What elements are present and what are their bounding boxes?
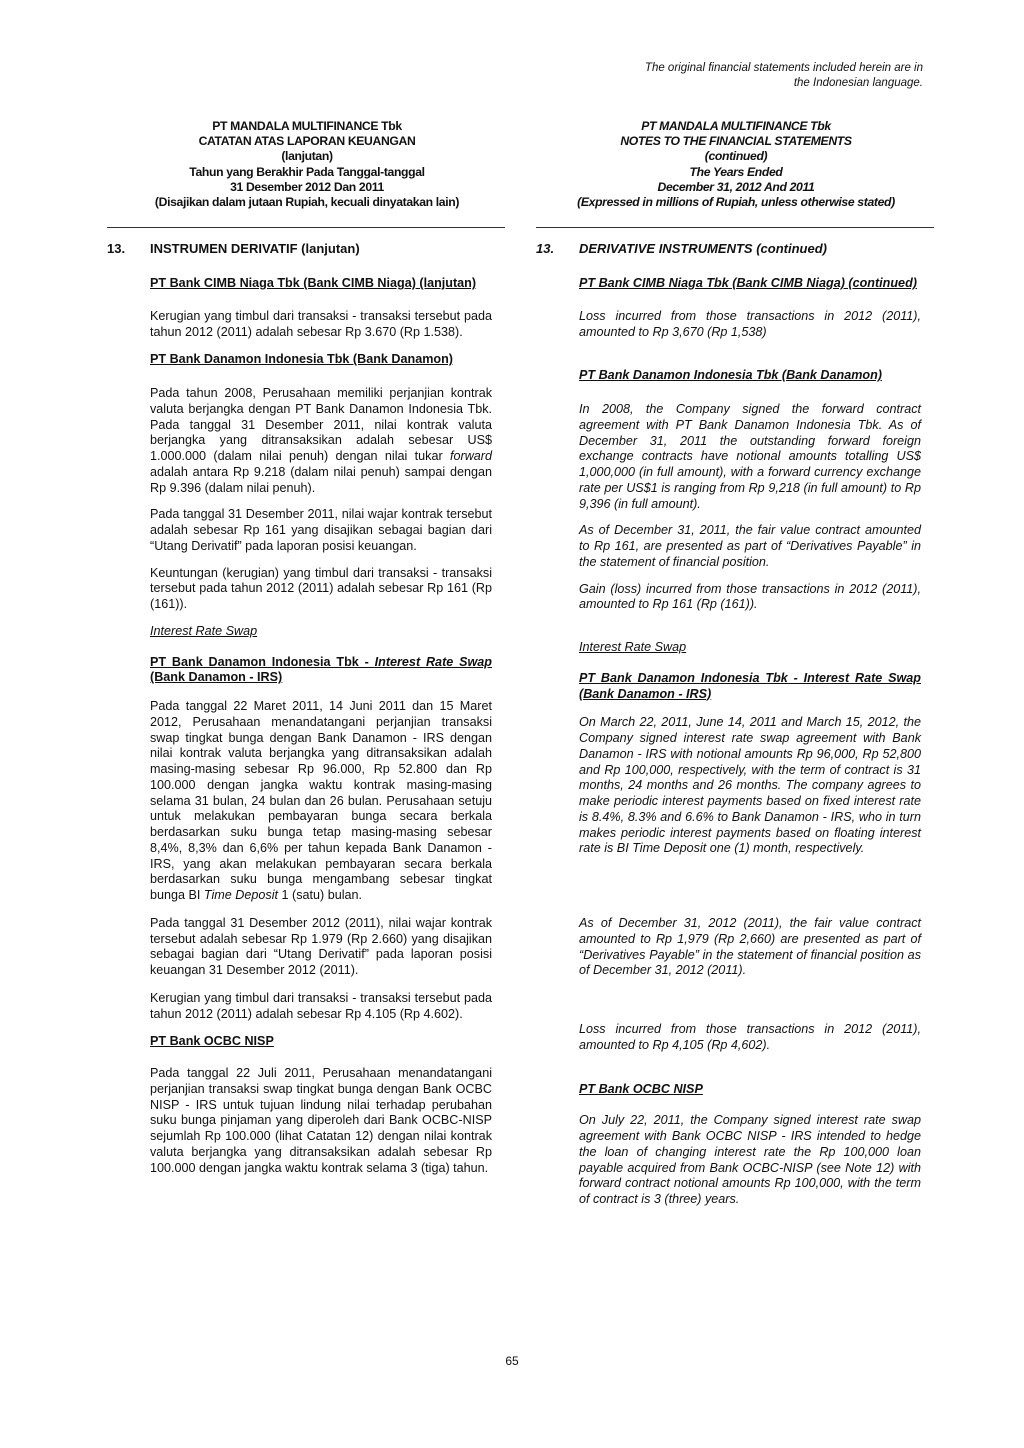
- section-number: 13.: [536, 241, 555, 256]
- paragraph: Kerugian yang timbul dari transaksi - transaksi tersebut pada tahun 2012 (2011) adalah sebesar Rp 4.105 (Rp 4.602).: [150, 990, 492, 1021]
- header-indonesian: [107, 119, 507, 210]
- column-english: [536, 241, 925, 1208]
- subheading-danamon-irs: PT Bank Danamon Indonesia Tbk - Interest Rate Swap (Bank Danamon - IRS): [579, 670, 921, 701]
- subheading-danamon: PT Bank Danamon Indonesia Tbk (Bank Danamon): [150, 352, 453, 367]
- header-line: The Years Ended: [689, 164, 783, 179]
- document-title: NOTES TO THE FINANCIAL STATEMENTS: [620, 134, 852, 149]
- company-name: PT MANDALA MULTIFINANCE Tbk: [641, 119, 831, 133]
- paragraph: As of December 31, 2011, the fair value contract amounted to Rp 161, are presented as part of “Derivatives Payable” in the statement of financial position.: [579, 523, 921, 569]
- subheading-danamon: PT Bank Danamon Indonesia Tbk (Bank Danamon): [579, 368, 882, 383]
- paragraph: Pada tahun 2008, Perusahaan memiliki perjanjian kontrak valuta berjangka dengan PT Bank Danamon Indonesia Tbk. Pada tanggal 31 Desember 2011, nilai kontrak valuta berjangka yang ditransaksikan adalah sebesar US$ 1.000.000 (dalam nilai penuh) dengan nilai tukar forward adalah antara Rp 9.218 (dalam nilai penuh) sampai dengan Rp 9.396 (dalam nilai penuh).: [150, 386, 492, 495]
- section-title: DERIVATIVE INSTRUMENTS (continued): [579, 241, 827, 256]
- header-divider: [107, 227, 505, 228]
- paragraph: Pada tanggal 22 Maret 2011, 14 Juni 2011 dan 15 Maret 2012, Perusahaan menandatangani perjanjian transaksi swap tingkat bunga dengan Bank Danamon - IRS dengan nilai kontrak valuta berjangka yang ditransaksikan adalah masing-masing sebesar Rp 96.000, Rp 52.800 dan Rp 100.000 dengan jangka waktu kontrak masing-masing selama 31 bulan, 24 bulan dan 26 bulan. Perusahaan setuju untuk melakukan pembayaran bunga secara berkala berdasarkan suku bunga tetap masing-masing sebesar 8,4%, 8,3% dan 6,6% per tahun kepada Bank Danamon - IRS, yang akan melakukan pembayaran secara berkala berdasarkan suku bunga mengambang sebesar tingkat bunga BI Time Deposit 1 (satu) bulan.: [150, 699, 492, 902]
- paragraph: On March 22, 2011, June 14, 2011 and March 15, 2012, the Company signed interest rate swap agreement with Bank Danamon - IRS with notional amounts Rp 96,000, Rp 52,800 and Rp 100,000, respectively, with the term of contract is 31 months, 24 months and 26 months. The company agrees to make periodic interest payments based on fixed interest rate is 8.4%, 8.3% and 6.6% to Bank Danamon - IRS, who in turn makes periodic interest payments based on floating interest rate is BI Time Deposit one (1) month, respectively.: [579, 715, 921, 856]
- subheading-cimb: PT Bank CIMB Niaga Tbk (Bank CIMB Niaga) (lanjutan): [150, 276, 477, 290]
- column-indonesian: [107, 241, 496, 1176]
- header-line: (lanjutan): [281, 149, 333, 164]
- header-line: December 31, 2012 And 2011: [657, 179, 815, 194]
- subheading-ocbc: PT Bank OCBC NISP: [150, 1034, 274, 1049]
- header-line: (Expressed in millions of Rupiah, unless otherwise stated): [577, 195, 895, 210]
- section-heading: [107, 241, 496, 257]
- company-name: PT MANDALA MULTIFINANCE Tbk: [212, 119, 402, 133]
- document-title: CATATAN ATAS LAPORAN KEUANGAN: [198, 134, 416, 149]
- paragraph: As of December 31, 2012 (2011), the fair value contract amounted to Rp 1,979 (Rp 2,660) are presented as part of “Derivatives Payable” in the statement of financial position as of December 31, 2012 (2011).: [579, 916, 921, 978]
- subheading-ocbc: PT Bank OCBC NISP: [579, 1081, 703, 1096]
- paragraph: On July 22, 2011, the Company signed interest rate swap agreement with Bank OCBC NISP - IRS intended to hedge the loan of changing interest rate the Rp 100,000 loan payable acquired from Bank OCBC-NISP (see Note 12) with forward contract notional amounts Rp 100,000, with the term of contract is 3 (three) years.: [579, 1113, 921, 1206]
- section-number: 13.: [107, 241, 126, 256]
- paragraph: Pada tanggal 31 Desember 2011, nilai wajar kontrak tersebut adalah sebesar Rp 161 yang disajikan sebagai bagian dari “Utang Derivatif” pada laporan posisi keuangan.: [150, 507, 492, 553]
- section-heading: [536, 241, 925, 257]
- subheading-danamon-irs: PT Bank Danamon Indonesia Tbk - Interest Rate Swap (Bank Danamon - IRS): [150, 654, 492, 685]
- paragraph: Loss incurred from those transactions in 2012 (2011), amounted to Rp 4,105 (Rp 4,602).: [579, 1022, 921, 1052]
- subheading-irs-label: Interest Rate Swap: [579, 640, 687, 654]
- header-line: 31 Desember 2012 Dan 2011: [230, 179, 384, 194]
- header-english: [536, 119, 936, 210]
- header-line: Tahun yang Berakhir Pada Tanggal-tanggal: [189, 164, 425, 179]
- paragraph: In 2008, the Company signed the forward contract agreement with PT Bank Danamon Indonesia Tbk. As of December 31, 2011 the outstanding forward foreign exchange contracts have notional amounts totalling US$ 1,000,000 (in full amount), with a forward currency exchange rate per US$1 is ranging from Rp 9,218 (in full amount) to Rp 9,396 (in full amount).: [579, 402, 921, 511]
- language-note: [503, 61, 923, 90]
- page-number: 65: [505, 1354, 519, 1368]
- subheading-cimb: PT Bank CIMB Niaga Tbk (Bank CIMB Niaga) (continued): [579, 276, 917, 290]
- paragraph: Loss incurred from those transactions in 2012 (2011), amounted to Rp 3,670 (Rp 1,538): [579, 308, 921, 339]
- language-note-line: the Indonesian language.: [793, 76, 923, 89]
- header-line: (Disajikan dalam jutaan Rupiah, kecuali dinyatakan lain): [154, 195, 460, 210]
- header-line: (continued): [704, 149, 768, 164]
- paragraph: Gain (loss) incurred from those transactions in 2012 (2011), amounted to Rp 161 (Rp (161)).: [579, 581, 921, 612]
- paragraph: Pada tanggal 22 Juli 2011, Perusahaan menandatangani perjanjian transaksi swap tingkat bunga dengan Bank OCBC NISP - IRS untuk tujuan lindung nilai terhadap perubahan suku bunga pinjaman yang diperoleh dari Bank OCBC-NISP sejumlah Rp 100.000 (lihat Catatan 12) dengan nilai kontrak valuta berjangka yang ditransaksikan adalah sebesar Rp 100.000 dengan jangka waktu kontrak selama 3 (tiga) tahun.: [150, 1066, 492, 1175]
- subheading-irs-label: Interest Rate Swap: [150, 623, 258, 638]
- paragraph: Pada tanggal 31 Desember 2012 (2011), nilai wajar kontrak tersebut adalah sebesar Rp 1.979 (Rp 2.660) yang disajikan sebagai bagian dari “Utang Derivatif” pada laporan posisi keuangan 31 Desember 2012 (2011).: [150, 915, 492, 977]
- section-title: INSTRUMEN DERIVATIF (lanjutan): [150, 241, 360, 256]
- language-note-line: The original financial statements included herein are in: [644, 62, 923, 74]
- header-divider: [536, 227, 934, 228]
- paragraph: Kerugian yang timbul dari transaksi - transaksi tersebut pada tahun 2012 (2011) adalah sebesar Rp 3.670 (Rp 1.538).: [150, 308, 492, 339]
- paragraph: Keuntungan (kerugian) yang timbul dari transaksi - transaksi tersebut pada tahun 2012 (2011) adalah sebesar Rp 161 (Rp (161)).: [150, 565, 492, 611]
